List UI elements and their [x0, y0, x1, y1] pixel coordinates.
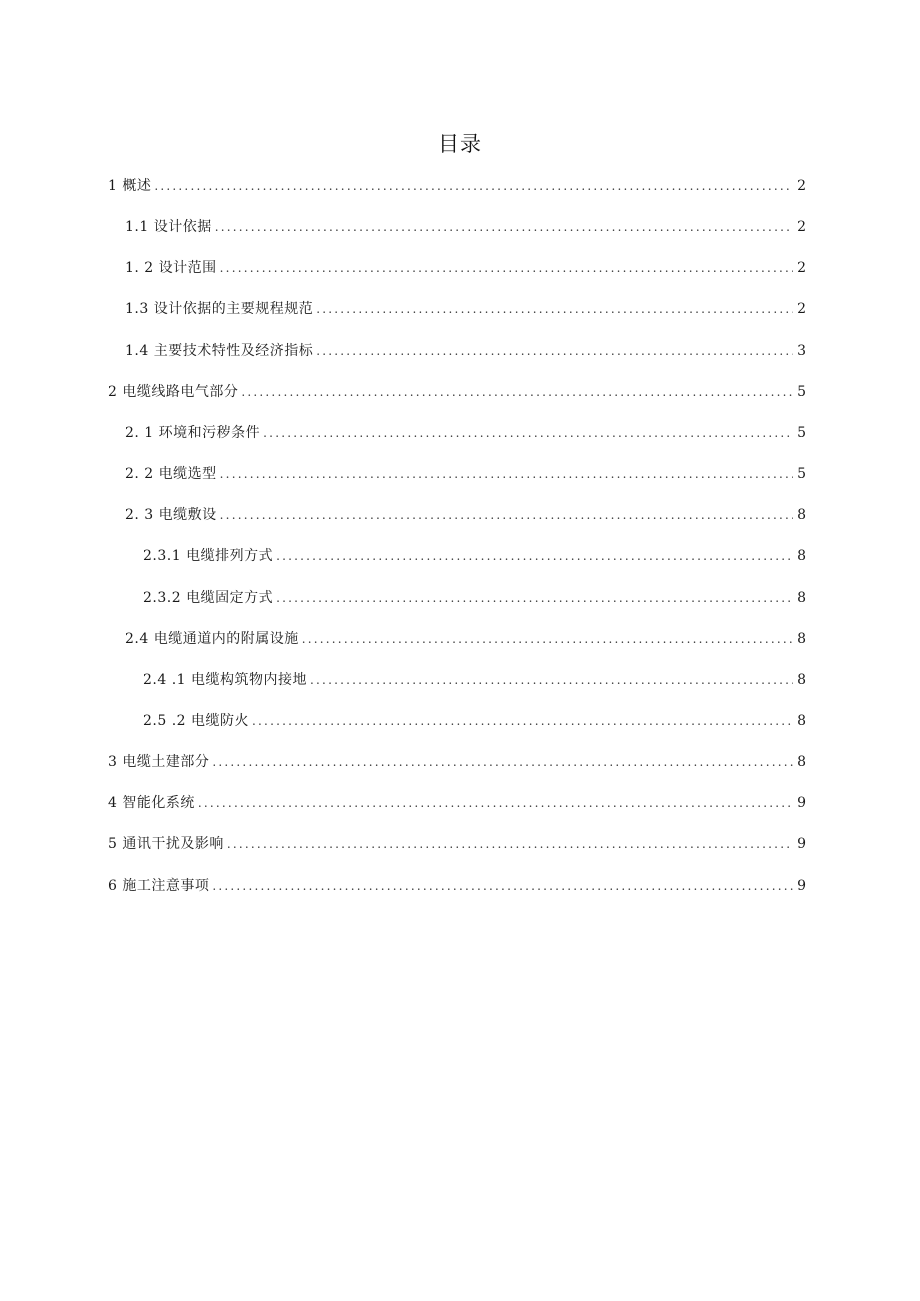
- toc-entry-label: 4 智能化系统: [108, 795, 195, 812]
- toc-entry-page-number: 8: [797, 754, 806, 771]
- toc-entry[interactable]: [108, 793, 806, 813]
- toc-entry-label: 3 电缆土建部分: [108, 754, 210, 771]
- toc-entry[interactable]: [108, 834, 806, 854]
- toc-entry[interactable]: [125, 341, 806, 361]
- toc-entry[interactable]: [125, 505, 806, 525]
- toc-entry[interactable]: [125, 464, 806, 484]
- toc-entry[interactable]: [143, 588, 806, 608]
- toc-entry[interactable]: [125, 423, 806, 443]
- toc-entry-page-number: 5: [797, 424, 806, 441]
- toc-entry-page-number: 2: [797, 219, 806, 236]
- toc-entry-page-number: 9: [797, 836, 806, 853]
- toc-entry-page-number: 2: [797, 260, 806, 277]
- toc-entry-page-number: 9: [797, 877, 806, 894]
- toc-dot-leader: [263, 423, 793, 443]
- toc-entry-label: 2.4 电缆通道内的附属设施: [125, 630, 299, 647]
- toc-entry[interactable]: [125, 258, 806, 278]
- toc-entry-page-number: 9: [797, 795, 806, 812]
- toc-entry[interactable]: [125, 217, 806, 237]
- toc-dot-leader: [227, 834, 793, 854]
- toc-dot-leader: [154, 176, 793, 196]
- toc-dot-leader: [198, 793, 793, 813]
- toc-entry[interactable]: [143, 546, 806, 566]
- toc-dot-leader: [276, 588, 793, 608]
- toc-entry-label: 2 电缆线路电气部分: [108, 383, 239, 400]
- toc-entry-label: 5 通讯干扰及影响: [108, 836, 224, 853]
- toc-dot-leader: [212, 876, 793, 896]
- toc-entry-page-number: 8: [797, 548, 806, 565]
- toc-entry-page-number: 5: [797, 383, 806, 400]
- toc-entry-label: 1.1 设计依据: [125, 219, 212, 236]
- toc-entry-label: 2. 3 电缆敷设: [125, 507, 217, 524]
- toc-dot-leader: [220, 464, 793, 484]
- toc-entry[interactable]: [108, 752, 806, 772]
- toc-entry-page-number: 2: [797, 301, 806, 318]
- toc-entry[interactable]: [108, 382, 806, 402]
- toc-entry[interactable]: [143, 670, 806, 690]
- toc-entry-page-number: 3: [797, 342, 806, 359]
- toc-dot-leader: [316, 341, 793, 361]
- toc-entry-page-number: 8: [797, 671, 806, 688]
- toc-entry-page-number: 8: [797, 589, 806, 606]
- toc-entry-page-number: 8: [797, 712, 806, 729]
- toc-entry-label: 1.3 设计依据的主要规程规范: [125, 301, 314, 318]
- toc-dot-leader: [302, 629, 793, 649]
- toc-entry-page-number: 5: [797, 466, 806, 483]
- toc-entry-label: 2. 2 电缆选型: [125, 466, 217, 483]
- toc-entry-page-number: 2: [797, 178, 806, 194]
- toc-entry[interactable]: [125, 629, 806, 649]
- toc-entry[interactable]: [125, 299, 806, 319]
- toc-entry-page-number: 8: [797, 507, 806, 524]
- toc-dot-leader: [212, 752, 793, 772]
- toc-dot-leader: [316, 299, 793, 319]
- toc-dot-leader: [310, 670, 793, 690]
- toc-entry-label: 6 施工注意事项: [108, 877, 210, 894]
- toc-entry-label: 2.4 .1 电缆构筑物内接地: [143, 671, 308, 688]
- toc-entry-label: 2.3.1 电缆排列方式: [143, 548, 274, 565]
- toc-entry-label: 1.4 主要技术特性及经济指标: [125, 342, 314, 359]
- toc-title: 目录: [438, 132, 482, 156]
- toc-dot-leader: [252, 711, 793, 731]
- toc-entry[interactable]: [108, 876, 806, 896]
- toc-entry-label: 2.3.2 电缆固定方式: [143, 589, 274, 606]
- toc-entry-label: 1 概述: [108, 178, 152, 194]
- toc-dot-leader: [276, 546, 793, 566]
- toc-entry-label: 2.5 .2 电缆防火: [143, 712, 250, 729]
- toc-entry[interactable]: [143, 711, 806, 731]
- toc-entry-label: 1. 2 设计范围: [125, 260, 217, 277]
- toc-entry-page-number: 8: [797, 630, 806, 647]
- toc-dot-leader: [215, 217, 793, 237]
- toc-dot-leader: [241, 382, 793, 402]
- toc-dot-leader: [220, 258, 793, 278]
- toc-entry-label: 2. 1 环境和污秽条件: [125, 424, 261, 441]
- toc-dot-leader: [220, 505, 793, 525]
- toc-entry[interactable]: [108, 176, 806, 196]
